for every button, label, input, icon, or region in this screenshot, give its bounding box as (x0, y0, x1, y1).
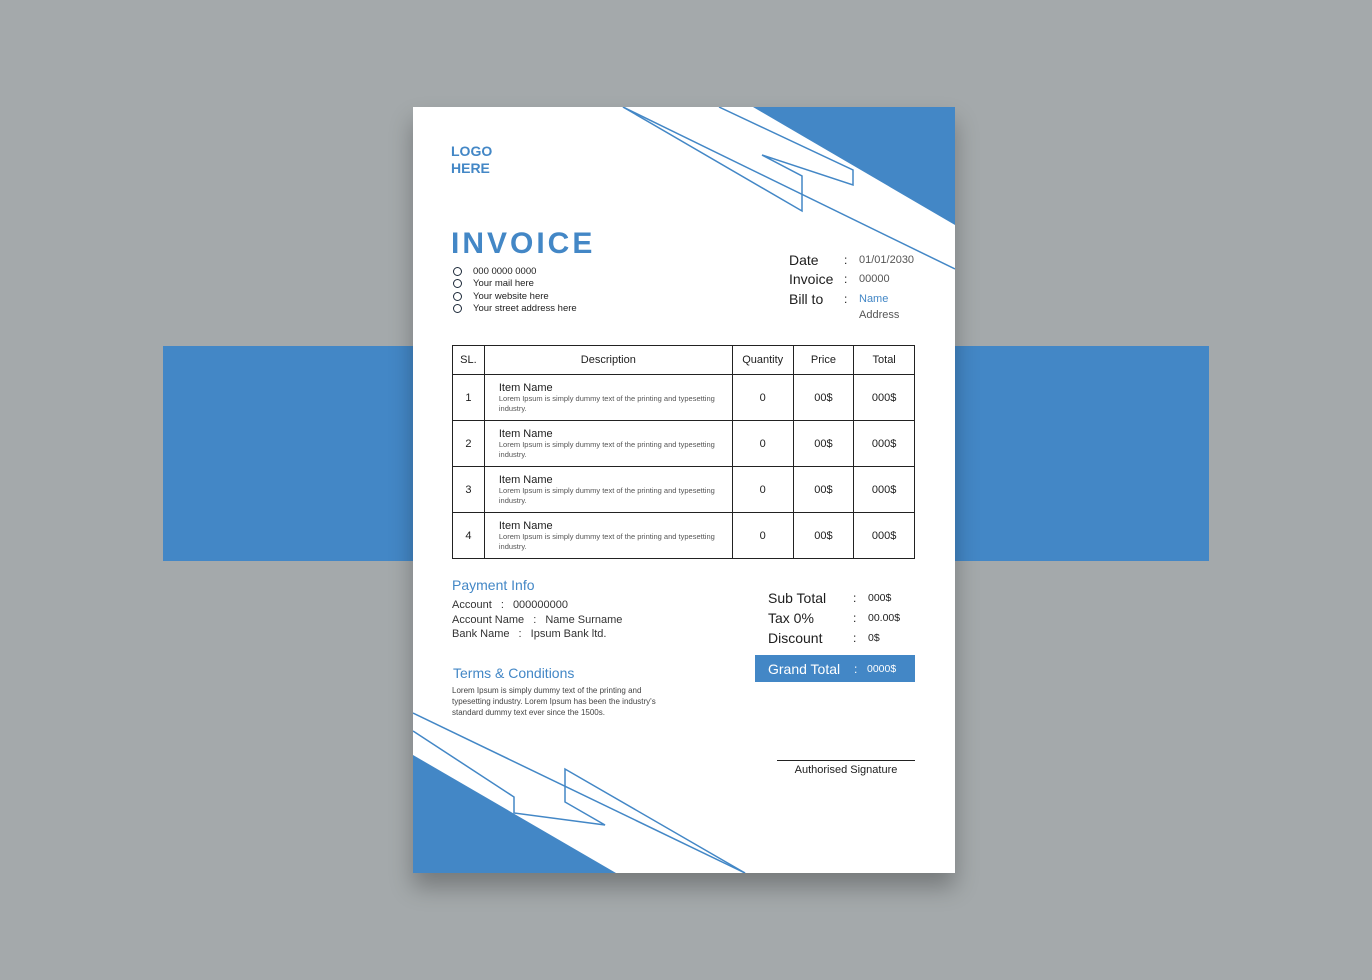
logo-line2: HERE (451, 160, 490, 176)
billto-label: Bill to (789, 290, 824, 307)
table-row (453, 421, 915, 467)
separator: : (844, 291, 848, 306)
payment-bank (452, 628, 622, 643)
grand-total-bar (755, 655, 915, 682)
totals-block (768, 588, 900, 648)
payment-info (452, 599, 622, 643)
separator: : (518, 628, 522, 640)
contact-website: Your website here (453, 290, 577, 303)
separator: : (500, 599, 504, 611)
separator: : (844, 272, 848, 287)
item-desc: Lorem Ipsum is simply dummy text of the printing and typesetting industry. (498, 439, 715, 459)
header-sl: SL. (453, 346, 485, 375)
grand-total-label: Grand Total (768, 660, 841, 677)
table-row (453, 375, 915, 421)
account-name-value: Name Surname (545, 613, 623, 626)
logo-line1: LOGO (451, 143, 493, 159)
header-description: Description (484, 346, 732, 375)
header-total: Total (854, 346, 915, 375)
table-row (453, 513, 915, 559)
signature-label: Authorised Signature (794, 764, 898, 776)
meta-date (789, 250, 914, 270)
separator: : (844, 252, 848, 267)
separator: : (533, 613, 537, 626)
cell-sl: 2 (453, 421, 485, 467)
signature-line (777, 760, 915, 761)
cell-description (484, 375, 732, 421)
separator: : (853, 611, 857, 625)
bullet-circle-icon (453, 292, 462, 301)
invoice-label: Invoice (789, 271, 834, 288)
contact-address: Your street address here (453, 303, 577, 316)
logo (451, 143, 492, 177)
cell-description (484, 421, 732, 467)
cell-sl: 1 (453, 375, 485, 421)
billto-address: Address (859, 308, 900, 321)
item-desc: Lorem Ipsum is simply dummy text of the printing and typesetting industry. (498, 531, 715, 551)
invoice-meta (789, 250, 914, 321)
cell-quantity: 0 (732, 375, 793, 421)
contact-list (453, 265, 577, 315)
table-row (453, 467, 915, 513)
contact-mail: Your mail here (453, 278, 577, 291)
cell-description (484, 467, 732, 513)
cell-quantity: 0 (732, 467, 793, 513)
items-table (452, 345, 915, 559)
terms-text: Lorem Ipsum is simply dummy text of the printing and typesetting industry. Lorem Ipsum has been the industry's standard dummy text ever since the 1500s. (452, 686, 656, 717)
date-value: 01/01/2030 (859, 253, 915, 266)
cell-description (484, 513, 732, 559)
cell-sl: 3 (453, 467, 485, 513)
invoice-title: INVOICE (451, 227, 596, 260)
subtotal-row (768, 588, 900, 608)
item-desc: Lorem Ipsum is simply dummy text of the printing and typesetting industry. (498, 485, 715, 505)
cell-total: 000$ (854, 421, 915, 467)
item-desc: Lorem Ipsum is simply dummy text of the printing and typesetting industry. (498, 393, 715, 413)
tax-value: 00.00$ (868, 612, 901, 624)
bullet-circle-icon (453, 267, 462, 276)
meta-invoice (789, 270, 914, 290)
date-label: Date (789, 251, 819, 268)
discount-row (768, 628, 900, 648)
header-price: Price (793, 346, 854, 375)
discount-label: Discount (768, 630, 823, 646)
payment-account-name (452, 614, 622, 629)
grand-total-value: 0000$ (867, 662, 897, 675)
cell-total: 000$ (854, 375, 915, 421)
cell-price: 00$ (793, 467, 854, 513)
billto-name: Name (859, 292, 889, 305)
account-label: Account (452, 599, 492, 611)
cell-total: 000$ (854, 467, 915, 513)
invoice-page (413, 107, 955, 873)
payment-heading: Payment Info (452, 577, 535, 593)
separator: : (853, 631, 857, 645)
item-name: Item Name (498, 519, 553, 532)
item-name: Item Name (498, 381, 553, 394)
bank-value: Ipsum Bank ltd. (530, 628, 607, 640)
bank-label: Bank Name (452, 628, 510, 640)
meta-billto-address-row (789, 309, 914, 321)
cell-total: 000$ (854, 513, 915, 559)
separator: : (853, 591, 857, 605)
terms-heading: Terms & Conditions (453, 665, 575, 681)
cell-quantity: 0 (732, 513, 793, 559)
cell-price: 00$ (793, 421, 854, 467)
header-quantity: Quantity (732, 346, 793, 375)
separator: : (854, 661, 858, 676)
item-name: Item Name (498, 427, 553, 440)
subtotal-label: Sub Total (768, 590, 827, 606)
subtotal-value: 000$ (868, 592, 892, 604)
item-name: Item Name (498, 473, 553, 486)
cell-price: 00$ (793, 375, 854, 421)
tax-row (768, 608, 900, 628)
invoice-value: 00000 (859, 273, 890, 286)
bullet-circle-icon (453, 304, 462, 313)
meta-billto (789, 289, 914, 309)
bullet-circle-icon (453, 279, 462, 288)
cell-quantity: 0 (732, 421, 793, 467)
discount-value: 0$ (868, 632, 880, 644)
account-value: 000000000 (512, 599, 568, 611)
table-header-row (453, 346, 915, 375)
cell-price: 00$ (793, 513, 854, 559)
payment-account (452, 599, 622, 614)
contact-phone: 000 0000 0000 (453, 265, 577, 278)
account-name-label: Account Name (452, 613, 525, 626)
tax-label: Tax 0% (768, 610, 814, 626)
cell-sl: 4 (453, 513, 485, 559)
